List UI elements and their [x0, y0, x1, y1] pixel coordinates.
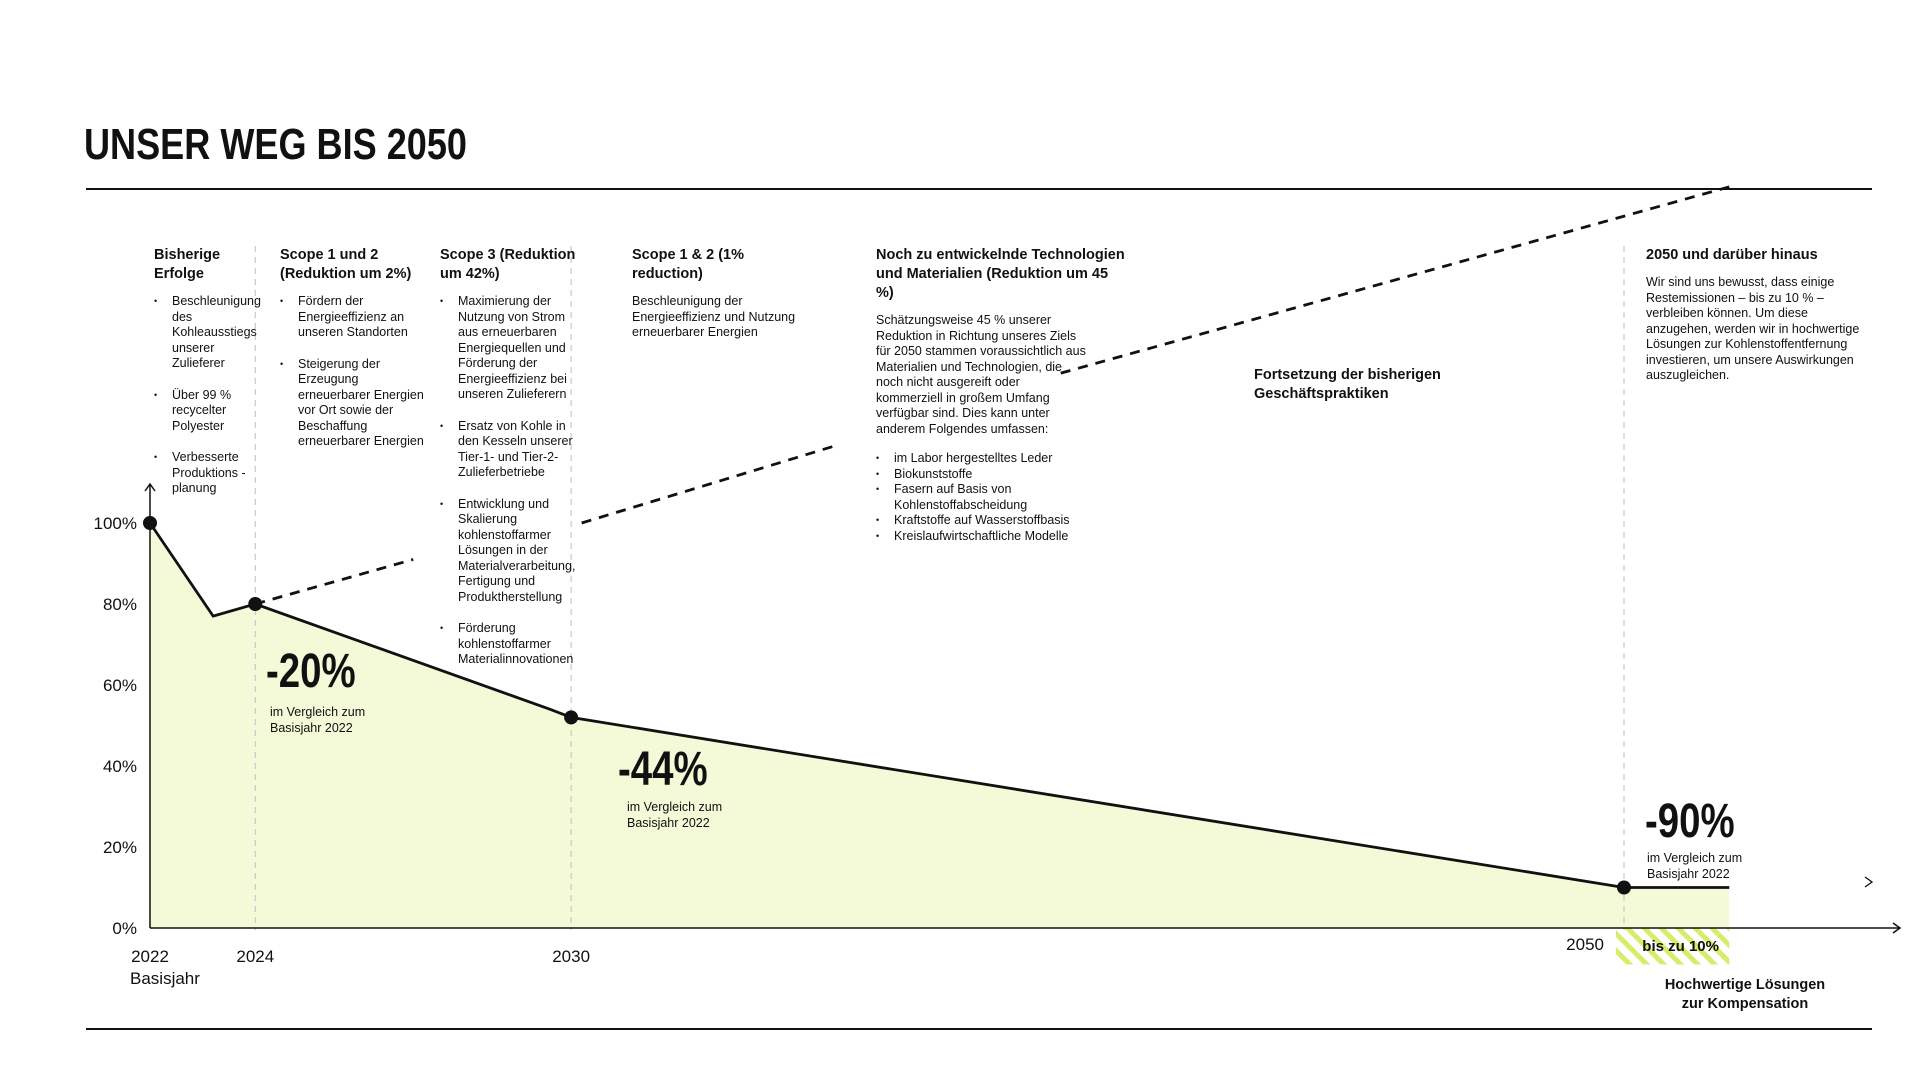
- column-heading: Scope 1 und 2 (Reduktion um 2%): [280, 247, 412, 282]
- x-tick-label: 2050: [1566, 935, 1604, 954]
- column-heading: Scope 3 (Reduktion um 42%): [440, 247, 576, 282]
- y-tick-label: 20%: [102, 838, 137, 857]
- pathway-arrow: [1865, 877, 1872, 887]
- bullet-item: • Steigerung der Erzeugung erneuerbarer Energien vor Ort sowie der Beschaffung erneuerbarer Energien: [280, 357, 428, 450]
- bullet-item: • im Labor hergestelltes Leder: [876, 451, 1126, 467]
- bullet-item: • Verbesserte Produktions -planung: [154, 450, 266, 497]
- bullet-item: • Fasern auf Basis von Kohlenstoffabscheidung: [876, 482, 1126, 513]
- column-heading: Bisherige Erfolge: [154, 247, 221, 282]
- x-tick-label: 2022: [131, 947, 169, 966]
- bullet-item: • Entwicklung und Skalierung kohlenstoffarmer Lösungen in der Materialverarbeitung, Fertigung und Produktherstellung: [440, 497, 586, 606]
- column-2050-beyond: [1646, 246, 1876, 398]
- column-future-technologies: [876, 246, 1126, 544]
- milestone-2050-subtext: im Vergleich zum Basisjahr 2022: [1647, 851, 1743, 881]
- milestone-point-2022: [143, 516, 157, 530]
- compensation-band-label: bis zu 10%: [1642, 938, 1719, 956]
- compensation-title: Hochwertige Lösungen zur Kompensation: [1664, 977, 1826, 1012]
- column-scope3: [440, 246, 586, 684]
- milestone-2030-percent: -44%: [618, 743, 708, 796]
- column-heading: Scope 1 & 2 (1% reduction): [632, 247, 745, 282]
- y-tick-label: 40%: [102, 757, 137, 776]
- y-tick-label: 100%: [93, 514, 137, 533]
- business-as-usual-line: [1061, 187, 1730, 373]
- bullet-item: • Über 99 % recycelter Polyester: [154, 388, 266, 435]
- business-as-usual-line: [582, 446, 835, 523]
- milestone-point-2024: [248, 597, 262, 611]
- bullet-item: • Beschleunigung des Kohleausstiegs unserer Zulieferer: [154, 294, 266, 372]
- column-heading: 2050 und darüber hinaus: [1646, 247, 1818, 263]
- milestone-point-2050: [1617, 881, 1631, 895]
- milestone-2024-percent: -20%: [266, 645, 356, 698]
- column-text: Beschleunigung der Energieeffizienz und Nutzung erneuerbarer Energien: [632, 294, 796, 339]
- column-previous-achievements: [154, 246, 266, 513]
- bullet-item: • Kreislaufwirtschaftliche Modelle: [876, 529, 1126, 545]
- bullet-item: • Ersatz von Kohle in den Kesseln unserer Tier-1- und Tier-2-Zulieferbetriebe: [440, 419, 586, 481]
- milestone-2030-subtext: im Vergleich zum Basisjahr 2022: [627, 800, 723, 830]
- x-tick-label: 2030: [552, 947, 591, 966]
- bullet-item: • Maximierung der Nutzung von Strom aus erneuerbaren Energiequellen und Förderung der Energieeffizienz bei unseren Zulieferern: [440, 294, 586, 403]
- column-scope12-2024: [280, 246, 428, 466]
- page-title: UNSER WEG BIS 2050: [84, 120, 467, 169]
- column-text: Wir sind uns bewusst, dass einige Restemissionen – bis zu 10 % – verbleiben können. Um diese anzugehen, werden wir in hochwertige Lösungen zur Kohlenstoffentfernung investieren, um unsere Auswirkungen auszugleichen.: [1646, 275, 1860, 382]
- y-tick-label: 80%: [102, 595, 137, 614]
- milestone-point-2030: [564, 710, 578, 724]
- column-scope12-2030: [632, 246, 812, 355]
- column-text: Schätzungsweise 45 % unserer Reduktion in Richtung unseres Ziels für 2050 stammen voraussichtlich aus Materialien und Technologien, die noch nicht ausgereift oder kommerziell in großem Umfang verfügbar sind. Dies kann unter anderem Folgendes umfassen:: [876, 313, 1086, 436]
- business-as-usual-line: [255, 559, 413, 604]
- bullet-item: • Fördern der Energieeffizienz an unseren Standorten: [280, 294, 428, 341]
- bullet-item: • Förderung kohlenstoffarmer Materialinnovationen: [440, 621, 586, 668]
- y-tick-label: 0%: [112, 919, 137, 938]
- x-tick-sublabel: Basisjahr: [130, 969, 200, 988]
- milestone-2024-subtext: im Vergleich zum Basisjahr 2022: [270, 705, 366, 735]
- bullet-item: • Biokunststoffe: [876, 467, 1126, 483]
- milestone-2050-percent: -90%: [1645, 795, 1735, 848]
- business-as-usual-label: Fortsetzung der bisherigen Geschäftspraktiken: [1254, 367, 1441, 402]
- x-tick-label: 2024: [236, 947, 275, 966]
- y-tick-label: 60%: [102, 676, 137, 695]
- column-heading: Noch zu entwickelnde Technologien und Materialien (Reduktion um 45 %): [876, 247, 1125, 301]
- bullet-item: • Kraftstoffe auf Wasserstoffbasis: [876, 513, 1126, 529]
